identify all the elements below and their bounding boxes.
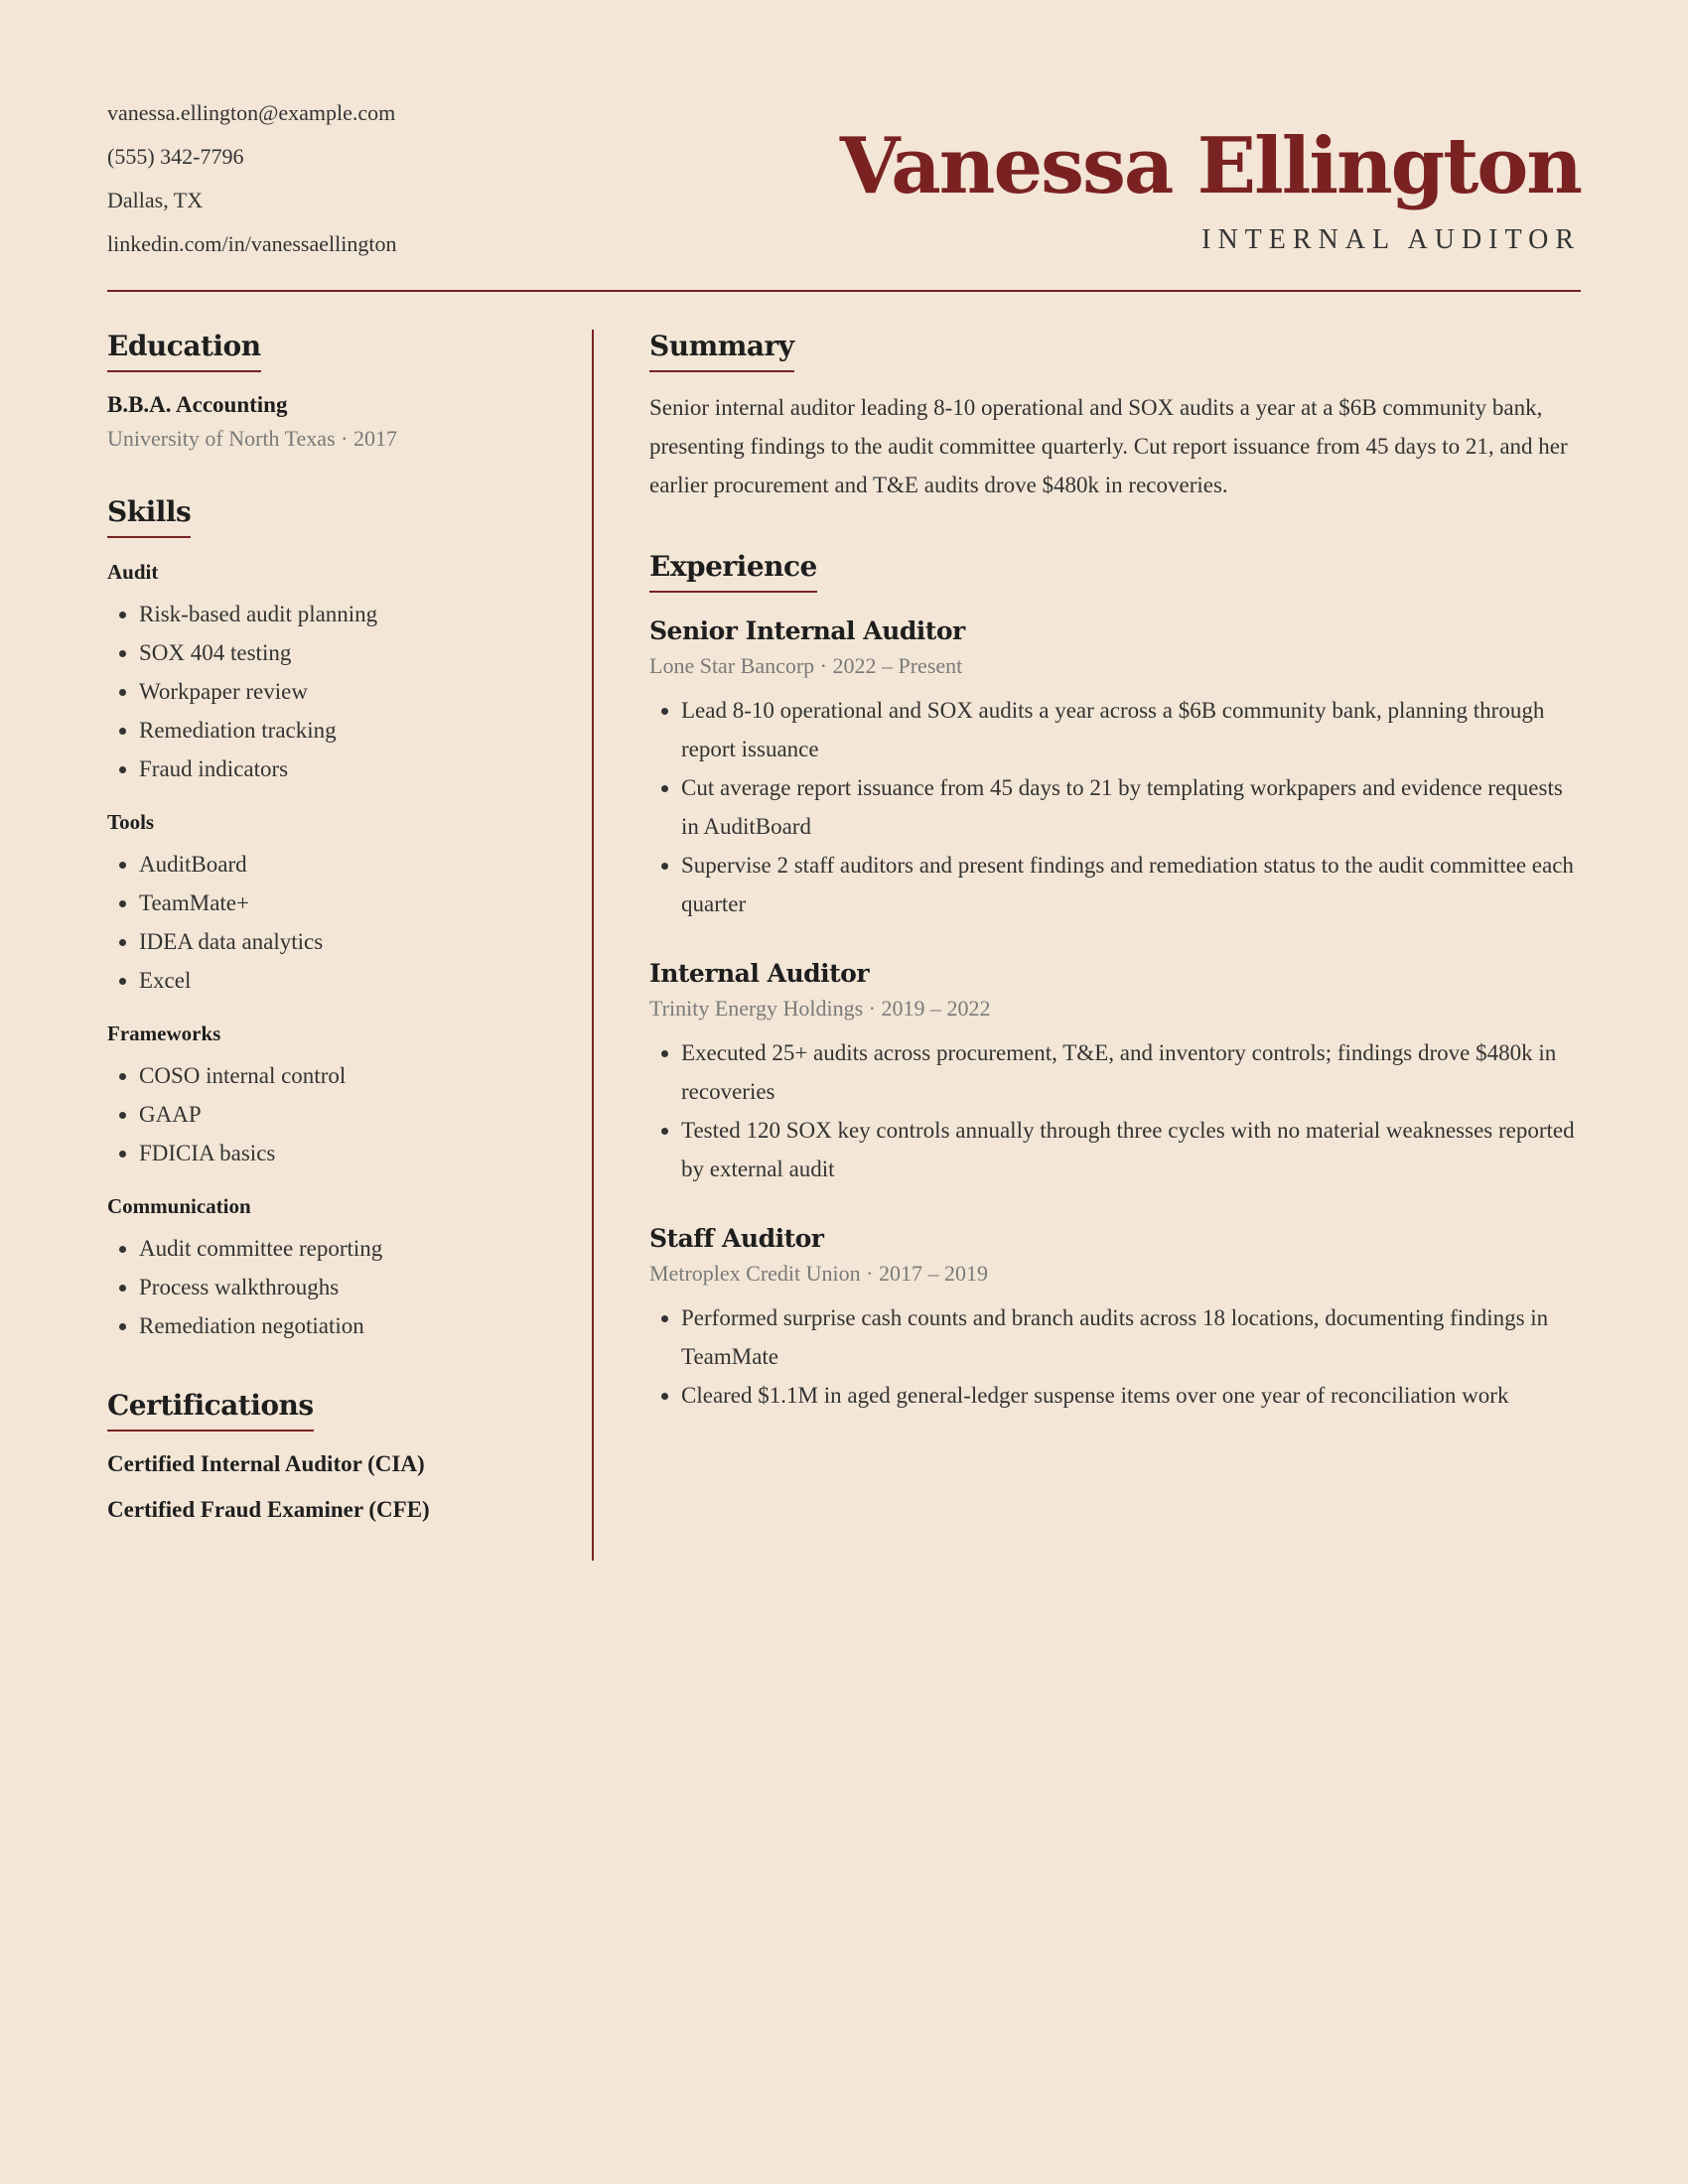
education-degree: B.B.A. Accounting	[107, 392, 288, 417]
skill-group-title: Tools	[107, 810, 155, 834]
summary-section	[649, 330, 1581, 504]
job-bullet: • Cut average report issuance from 45 days to 21 by templating workpapers and evidence requests in AuditBoard	[681, 768, 1581, 846]
skill-group-title: Frameworks	[107, 1022, 221, 1045]
skill-list	[107, 1229, 592, 1345]
job-meta: Lone Star Bancorp · 2022 – Present	[649, 653, 963, 678]
contact-linkedin[interactable]: linkedin.com/in/vanessaellington	[107, 231, 397, 256]
contact-email[interactable]: vanessa.ellington@example.com	[107, 100, 396, 125]
skill-group-title: Audit	[107, 560, 159, 584]
skill-item: • SOX 404 testing	[139, 633, 592, 672]
certifications-section	[107, 1389, 592, 1523]
experience-heading: Experience	[649, 550, 817, 593]
certification-item: Certified Internal Auditor (CIA)	[107, 1451, 425, 1476]
skill-item: • GAAP	[139, 1095, 592, 1134]
job-bullets	[649, 691, 1581, 923]
job-title: Staff Auditor	[649, 1224, 824, 1253]
right-column	[649, 330, 1581, 1415]
job-bullet: • Executed 25+ audits across procurement, T&E, and inventory controls; findings drove $480k in recoveries	[681, 1033, 1581, 1111]
skill-list	[107, 845, 592, 1000]
job-title: Senior Internal Auditor	[649, 616, 965, 645]
job-bullet: • Supervise 2 staff auditors and present findings and remediation status to the audit committee each quarter	[681, 846, 1581, 923]
job-bullets	[649, 1298, 1581, 1415]
job-entry	[649, 1224, 1581, 1415]
skill-groups	[107, 560, 592, 1345]
job-meta: Trinity Energy Holdings · 2019 – 2022	[649, 996, 991, 1021]
experience-section	[649, 550, 1581, 1415]
skill-item: • IDEA data analytics	[139, 922, 592, 961]
education-school: University of North Texas · 2017	[107, 426, 397, 451]
certifications-list	[107, 1451, 592, 1523]
job-bullet: • Lead 8-10 operational and SOX audits a year across a $6B community bank, planning through report issuance	[681, 691, 1581, 768]
job-entry	[649, 616, 1581, 923]
skill-item: • Process walkthroughs	[139, 1268, 592, 1306]
skill-item: • Fraud indicators	[139, 750, 592, 788]
skill-item: • Risk-based audit planning	[139, 595, 592, 633]
contact-location: Dallas, TX	[107, 188, 204, 212]
contact-phone[interactable]: (555) 342-7796	[107, 144, 244, 169]
skill-item: • FDICIA basics	[139, 1134, 592, 1172]
job-bullet: • Cleared $1.1M in aged general-ledger suspense items over one year of reconciliation work	[681, 1376, 1581, 1415]
job-bullets	[649, 1033, 1581, 1188]
education-heading: Education	[107, 330, 261, 372]
job-list	[649, 616, 1581, 1415]
skill-item: • Audit committee reporting	[139, 1229, 592, 1268]
skill-group-title: Communication	[107, 1194, 251, 1218]
skill-item: • Workpaper review	[139, 672, 592, 711]
job-entry	[649, 959, 1581, 1188]
skill-item: • Remediation negotiation	[139, 1306, 592, 1345]
candidate-name: Vanessa Ellington	[839, 121, 1581, 211]
left-column	[107, 330, 594, 1561]
skill-list	[107, 1056, 592, 1172]
skill-item: • AuditBoard	[139, 845, 592, 884]
skills-section	[107, 495, 592, 1345]
resume-page	[107, 0, 1581, 1522]
summary-text: Senior internal auditor leading 8-10 operational and SOX audits a year at a $6B community bank, presenting findings to the audit committee quarterly. Cut report issuance from 45 days to 21, and her earlier procurement and T&E audits drove $480k in recoveries.	[649, 395, 1568, 497]
skill-item: • Remediation tracking	[139, 711, 592, 750]
job-bullet: • Performed surprise cash counts and branch audits across 18 locations, documenting findings in TeamMate	[681, 1298, 1581, 1376]
contact-info	[107, 91, 396, 266]
skills-heading: Skills	[107, 495, 191, 538]
education-section	[107, 330, 592, 452]
skill-item: • COSO internal control	[139, 1056, 592, 1095]
candidate-role: INTERNAL AUDITOR	[1201, 224, 1581, 255]
summary-heading: Summary	[649, 330, 794, 372]
certifications-heading: Certifications	[107, 1389, 314, 1432]
job-meta: Metroplex Credit Union · 2017 – 2019	[649, 1261, 988, 1286]
name-block	[840, 117, 1581, 260]
skill-item: • TeamMate+	[139, 884, 592, 922]
resume-header	[107, 0, 1581, 292]
skill-list	[107, 595, 592, 788]
certification-item: Certified Fraud Examiner (CFE)	[107, 1497, 430, 1522]
job-bullet: • Tested 120 SOX key controls annually through three cycles with no material weaknesses reported by external audit	[681, 1111, 1581, 1188]
skill-item: • Excel	[139, 961, 592, 1000]
job-title: Internal Auditor	[649, 959, 870, 988]
